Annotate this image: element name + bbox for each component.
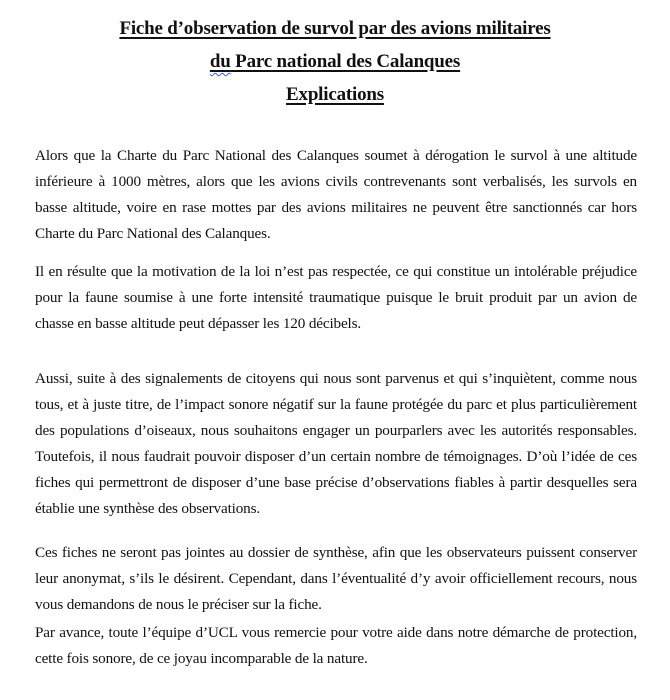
spellcheck-flagged-word[interactable]: du [209, 51, 231, 72]
paragraph-anonymat: Ces fiches ne seront pas jointes au dossier de synthèse, afin que les observateurs puissent conserver leur anonymat, s’ils le désirent. Cependant, dans l’éventualité d’y avoir officiellement recours, nous vous demandons de nous le préciser sur la fiche. [35, 544, 637, 613]
paragraph-charte: Alors que la Charte du Parc National des Calanques soumet à dérogation le survol à une altitude inférieure à 1000 mètres, alors que les avions civils contrevenants sont verbalisés, les survols en basse altitude, voire en rase mottes par des avions militaires ne peuvent être sanctionnés car hors Charte du Parc National des Calanques. [35, 147, 637, 242]
paragraph-signalements: Aussi, suite à des signalements de citoyens qui nous sont parvenus et qui s’inquiètent, comme nous tous, et à juste titre, de l’impact sonore négatif sur la faune protégée du parc et plus particulièrement des populations d’oiseaux, nous souhaitons engager un pourparlers avec les autorités responsables. Toutefois, il nous faudrait pouvoir disposer d’un certain nombre de témoignages. D’où l’idée de ces fiches qui permettront de disposer d’une base précise d’observations fiables à partir desquelles sera établie une synthèse des observations. [35, 370, 637, 517]
title-line-3: Explications [286, 84, 384, 105]
document-title [0, 12, 670, 111]
title-line-2-rest: Parc national des Calanques [230, 51, 461, 72]
title-line-1: Fiche d’observation de survol par des avions militaires [119, 18, 551, 39]
paragraph-remerciements: Par avance, toute l’équipe d’UCL vous remercie pour votre aide dans notre démarche de protection, cette fois sonore, de ce joyau incomparable de la nature. [35, 624, 637, 667]
title-line-2 [0, 45, 670, 78]
paragraph-prejudice: Il en résulte que la motivation de la loi n’est pas respectée, ce qui constitue un intolérable préjudice pour la faune soumise à une forte intensité traumatique puisque le bruit produit par un avion de chasse en basse altitude peut dépasser les 120 décibels. [35, 263, 637, 332]
